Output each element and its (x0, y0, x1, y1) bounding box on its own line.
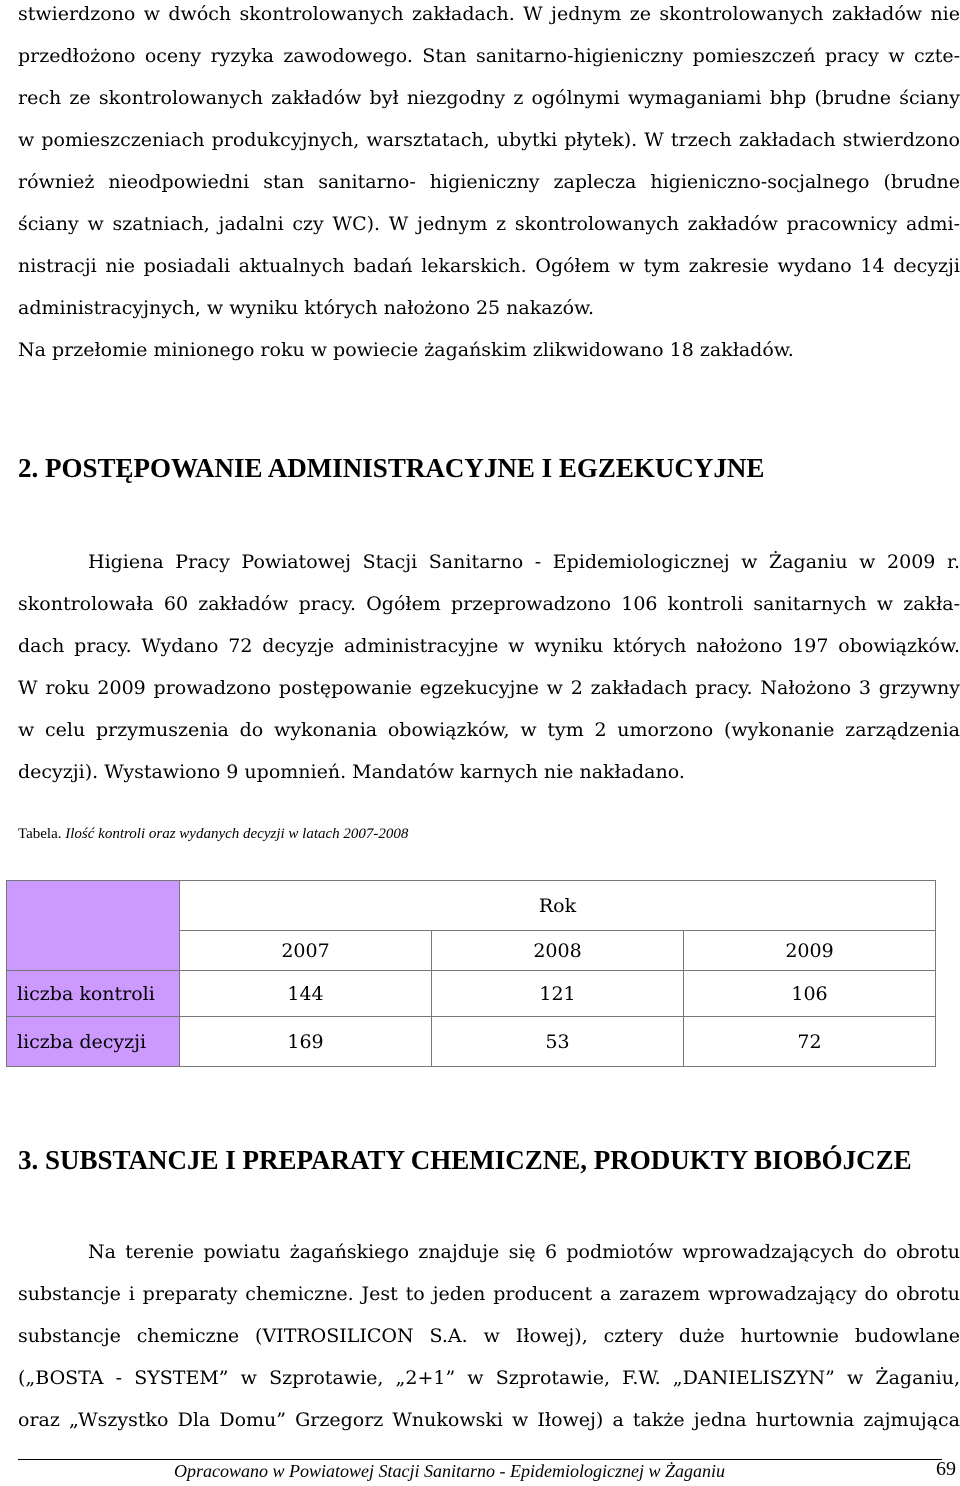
text-line: dach pracy. Wydano 72 decyzje administracyjne w wyniku których nałożono 197 obowiązków. (18, 635, 960, 657)
text-line: („BOSTA - SYSTEM” w Szprotawie, „2+1” w Szprotawie, F.W. „DANIELISZYN” w Żaganiu, (18, 1367, 960, 1389)
text-line: decyzji). Wystawiono 9 upomnień. Mandatów karnych nie nakładano. (18, 761, 685, 783)
row-label: liczba decyzji (7, 1017, 180, 1067)
text-line: przedłożono oceny ryzyka zawodowego. Stan sanitarno-higieniczny pomieszczeń pracy w czte- (18, 45, 960, 67)
caption-prefix: Tabela. (18, 826, 62, 842)
table-cell: 169 (180, 1017, 432, 1067)
text-line: substancje i preparaty chemiczne. Jest to jeden producent a zarazem wprowadzający do obrotu (18, 1283, 960, 1305)
text-line: oraz „Wszystko Dla Domu” Grzegorz Wnukowski w Iłowej) a także jedna hurtownia zajmująca (18, 1409, 960, 1431)
row-label: liczba kontroli (7, 971, 180, 1017)
table-cell: 121 (432, 971, 684, 1017)
text-line: w celu przymuszenia do wykonania obowiązków, w tym 2 umorzono (wykonanie zarządzenia (18, 719, 960, 741)
text-line: administracyjnych, w wyniku których nałożono 25 nakazów. (18, 297, 595, 319)
inspections-table (6, 880, 936, 1067)
text-line: również nieodpowiedni stan sanitarno- higieniczny zaplecza higieniczno-socjalnego (brudne (18, 171, 960, 193)
text-line: ściany w szatniach, jadalni czy WC). W jednym z skontrolowanych zakładów pracownicy admi- (18, 213, 960, 235)
text-line: W roku 2009 prowadzono postępowanie egzekucyjne w 2 zakładach pracy. Nałożono 3 grzywny (18, 677, 960, 699)
footer-divider (18, 1459, 942, 1460)
table-caption (18, 826, 408, 843)
text-line: substancje chemiczne (VITROSILICON S.A. w Iłowej), cztery duże hurtownie budowlane (18, 1325, 960, 1347)
text-line: stwierdzono w dwóch skontrolowanych zakładach. W jednym ze skontrolowanych zakładów nie (18, 3, 960, 25)
section-3-paragraph (18, 1231, 960, 1441)
section-2-heading: 2. POSTĘPOWANIE ADMINISTRACYJNE I EGZEKUCYJNE (18, 453, 765, 483)
table-cell: 53 (432, 1017, 684, 1067)
year-header: 2009 (684, 931, 936, 971)
caption-text: Ilość kontroli oraz wydanych decyzji w latach 2007-2008 (65, 826, 409, 842)
footer-text: Opracowano w Powiatowej Stacji Sanitarno - Epidemiologicznej w Żaganiu (174, 1461, 725, 1481)
text-line: skontrolowała 60 zakładów pracy. Ogółem przeprowadzono 106 kontroli sanitarnych w zakła- (18, 593, 960, 615)
year-header: 2007 (180, 931, 432, 971)
text-line: Na terenie powiatu żagańskiego znajduje się 6 podmiotów wprowadzających do obrotu (88, 1241, 960, 1263)
table-cell: 72 (684, 1017, 936, 1067)
table-cell: 144 (180, 971, 432, 1017)
text-line: w pomieszczeniach produkcyjnych, warsztatach, ubytki płytek). W trzech zakładach stwierdzono (18, 129, 960, 151)
table-cell: 106 (684, 971, 936, 1017)
text-line: Na przełomie minionego roku w powiecie żagańskim zlikwidowano 18 zakładów. (18, 339, 794, 361)
section-3-heading: 3. SUBSTANCJE I PREPARATY CHEMICZNE, PRODUKTY BIOBÓJCZE (18, 1145, 912, 1175)
intro-paragraph (18, 0, 960, 371)
table-group-header: Rok (180, 881, 936, 931)
table-corner-cell (7, 881, 180, 971)
text-line: Higiena Pracy Powiatowej Stacji Sanitarno - Epidemiologicznej w Żaganiu w 2009 r. (88, 551, 960, 573)
page-number: 69 (936, 1458, 956, 1480)
text-line: rech ze skontrolowanych zakładów był niezgodny z ogólnymi wymaganiami bhp (brudne ściany (18, 87, 960, 109)
year-header: 2008 (432, 931, 684, 971)
section-2-paragraph (18, 541, 960, 793)
text-line: nistracji nie posiadali aktualnych badań lekarskich. Ogółem w tym zakresie wydano 14 decyzji (18, 255, 960, 277)
